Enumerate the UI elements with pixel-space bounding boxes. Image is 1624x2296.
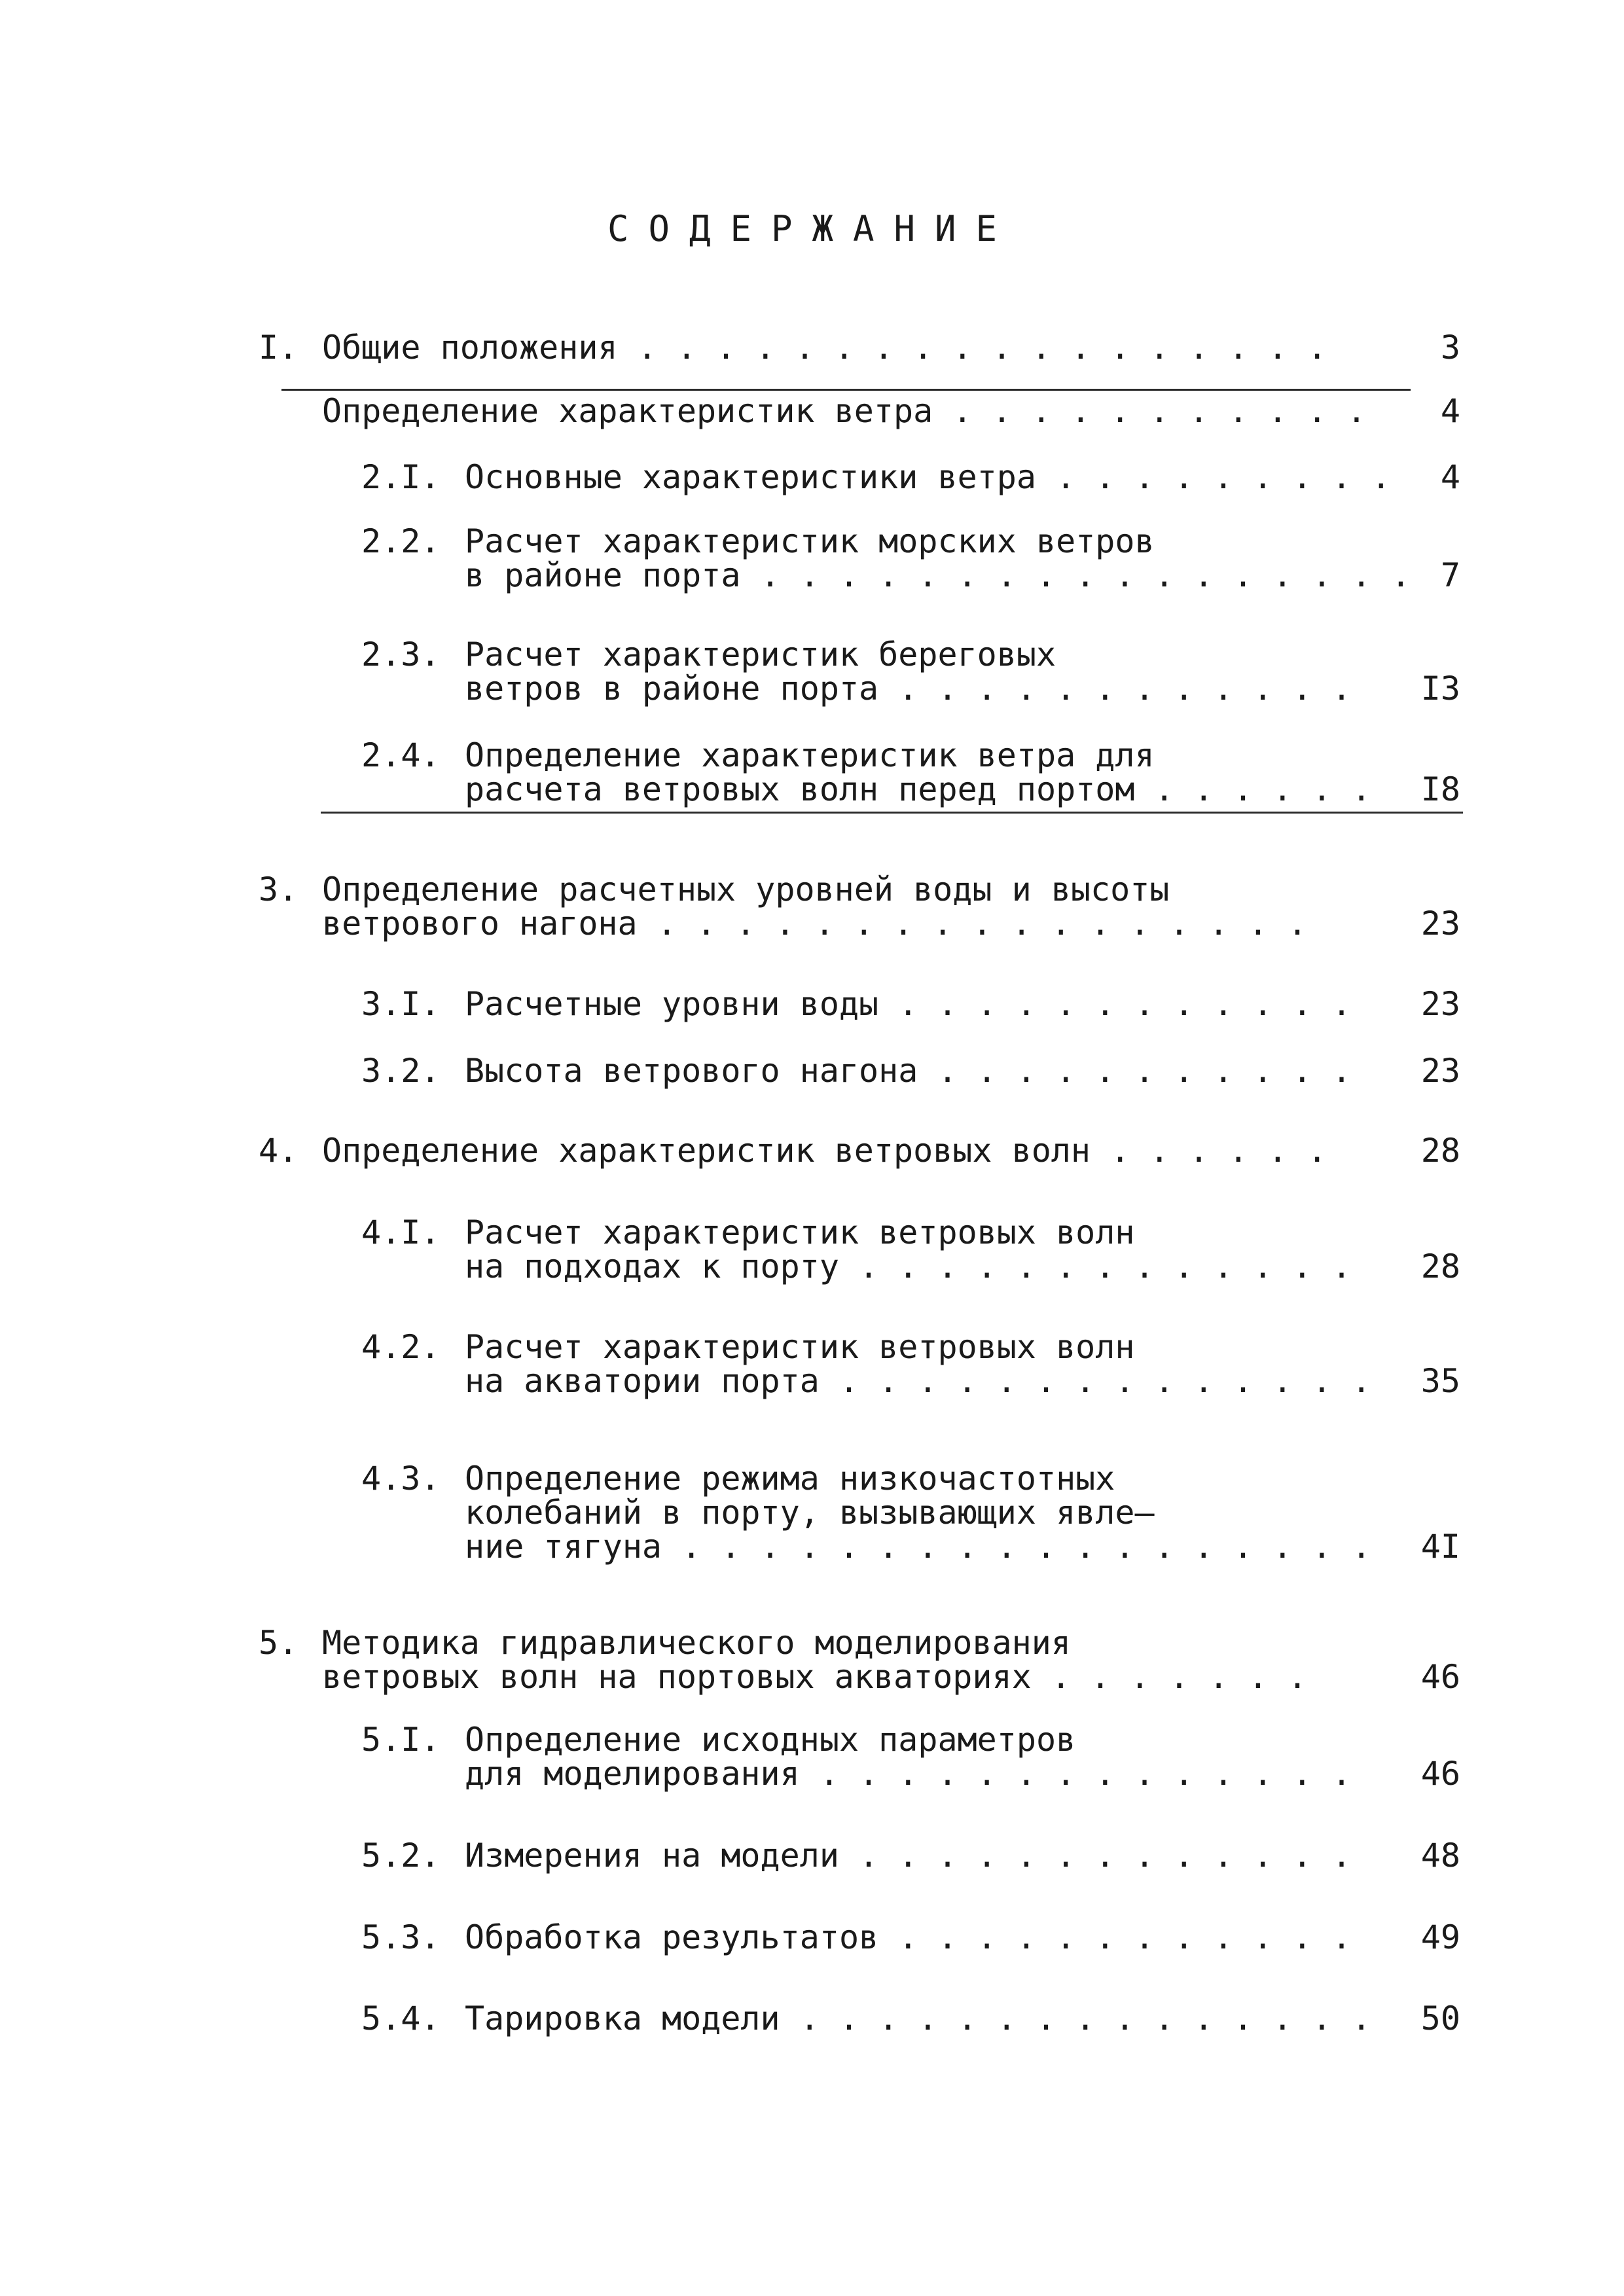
toc-entry-line: Определение расчетных уровней воды и высоты — [322, 870, 1170, 908]
toc-entry-line: ветровых волн на портовых акваториях . . . . . . . — [322, 1658, 1308, 1696]
toc-entry-title — [465, 2001, 1371, 2036]
toc-entry-title — [465, 987, 1352, 1021]
toc-entry-page: 3 — [1440, 329, 1460, 367]
toc-entry-line: ние тягуна . . . . . . . . . . . . . . . . . . — [465, 1528, 1371, 1566]
toc-entry-title — [465, 738, 1371, 806]
toc-entry-number: 3. — [259, 870, 298, 908]
toc-entry-title — [465, 1215, 1352, 1283]
toc-entry-line: колебаний в порту, вызывающих явле– — [465, 1494, 1155, 1532]
toc-entry-number: 3.2. — [361, 1052, 441, 1090]
toc-entry-number: 2.I. — [361, 458, 441, 496]
toc-entry-line: Расчет характеристик ветровых волн — [465, 1213, 1135, 1251]
toc-entry-page: 4I — [1420, 1528, 1460, 1566]
toc-entry-line: Расчет характеристик ветровых волн — [465, 1328, 1135, 1366]
toc-entry-line: ветров в районе порта . . . . . . . . . . . . — [465, 670, 1352, 708]
toc-entry-number: I. — [259, 329, 298, 367]
toc-entry-number: 5.I. — [361, 1721, 441, 1759]
toc-entry-title — [465, 1723, 1352, 1791]
toc-entry-title — [465, 637, 1352, 706]
toc-entry-line: Высота ветрового нагона . . . . . . . . . . . — [465, 1052, 1352, 1090]
toc-entry-title — [465, 1330, 1371, 1398]
section-divider-top — [281, 389, 1411, 391]
toc-entry-title — [465, 1462, 1371, 1564]
toc-entry-title — [322, 331, 1327, 365]
toc-entry-line: на акватории порта . . . . . . . . . . . . . . — [465, 1362, 1371, 1400]
page-title: СОДЕРЖАНИЕ — [607, 208, 1017, 249]
toc-entry-number: 2.2. — [361, 522, 441, 560]
toc-entry-page: 50 — [1420, 2000, 1460, 2037]
toc-entry-number: 5.3. — [361, 1918, 441, 1956]
toc-entry-page: 49 — [1420, 1918, 1460, 1956]
toc-entry-line: Общие положения . . . . . . . . . . . . . . . . . . — [322, 329, 1327, 367]
toc-entry-number: 4.I. — [361, 1213, 441, 1251]
toc-entry-line: Расчетные уровни воды . . . . . . . . . . . . — [465, 985, 1352, 1023]
toc-entry-page: 28 — [1420, 1247, 1460, 1285]
toc-entry-line: Расчет характеристик береговых — [465, 636, 1056, 673]
toc-entry-page: 23 — [1420, 985, 1460, 1023]
toc-entry-number: 5.2. — [361, 1837, 441, 1874]
toc-entry-title — [465, 1054, 1352, 1088]
toc-entry-line: Обработка результатов . . . . . . . . . . . . — [465, 1918, 1352, 1956]
toc-entry-page: 4 — [1440, 392, 1460, 430]
toc-entry-page: 35 — [1420, 1362, 1460, 1400]
toc-entry-number: 5. — [259, 1624, 298, 1662]
toc-entry-number: 5.4. — [361, 2000, 441, 2037]
toc-entry-line: Определение характеристик ветра . . . . . . . . . . . — [322, 392, 1367, 430]
toc-entry-number: 2.4. — [361, 736, 441, 774]
toc-entry-line: Тарировка модели . . . . . . . . . . . . . . . — [465, 2000, 1371, 2037]
toc-entry-line: Определение характеристик ветровых волн . . . . . . — [322, 1132, 1327, 1170]
toc-entry-number: 4.2. — [361, 1328, 441, 1366]
toc-entry-page: 46 — [1420, 1658, 1460, 1696]
toc-entry-line: для моделирования . . . . . . . . . . . . . . — [465, 1755, 1352, 1793]
toc-entry-line: Определение характеристик ветра для — [465, 736, 1155, 774]
toc-entry-line: Определение режима низкочастотных — [465, 1460, 1115, 1498]
toc-entry-title — [322, 872, 1307, 941]
toc-entry-title — [465, 524, 1411, 592]
toc-entry-title — [465, 1839, 1352, 1873]
toc-entry-line: Методика гидравлического моделирования — [322, 1624, 1071, 1662]
toc-entry-title — [322, 1626, 1307, 1694]
toc-entry-page: 48 — [1420, 1837, 1460, 1874]
toc-entry-number: 3.I. — [361, 985, 441, 1023]
toc-entry-title — [465, 1920, 1352, 1954]
toc-entry-line: на подходах к порту . . . . . . . . . . . . . — [465, 1247, 1352, 1285]
toc-entry-line: в районе порта . . . . . . . . . . . . . . . . . — [465, 556, 1411, 594]
toc-entry-page: I3 — [1420, 670, 1460, 708]
toc-entry-line: Определение исходных параметров — [465, 1721, 1076, 1759]
toc-entry-number: 4.3. — [361, 1460, 441, 1498]
toc-entry-line: ветрового нагона . . . . . . . . . . . . . . . . . — [322, 905, 1308, 942]
toc-entry-page: I8 — [1420, 770, 1460, 808]
toc-entry-page: 28 — [1420, 1132, 1460, 1170]
toc-entry-page: 23 — [1420, 905, 1460, 942]
toc-entry-page: 7 — [1440, 556, 1460, 594]
toc-entry-line: Расчет характеристик морских ветров — [465, 522, 1155, 560]
toc-entry-title — [465, 460, 1391, 494]
toc-entry-page: 4 — [1440, 458, 1460, 496]
toc-entry-line: расчета ветровых волн перед портом . . . . . . — [465, 770, 1371, 808]
section-divider-bottom — [321, 812, 1463, 814]
toc-entry-title — [322, 394, 1366, 428]
toc-entry-page: 23 — [1420, 1052, 1460, 1090]
toc-entry-number: 4. — [259, 1132, 298, 1170]
toc-entry-number: 2.3. — [361, 636, 441, 673]
toc-entry-line: Основные характеристики ветра . . . . . . . . . — [465, 458, 1391, 496]
toc-entry-title — [322, 1134, 1327, 1168]
toc-entry-page: 46 — [1420, 1755, 1460, 1793]
toc-entry-line: Измерения на модели . . . . . . . . . . . . . — [465, 1837, 1352, 1874]
